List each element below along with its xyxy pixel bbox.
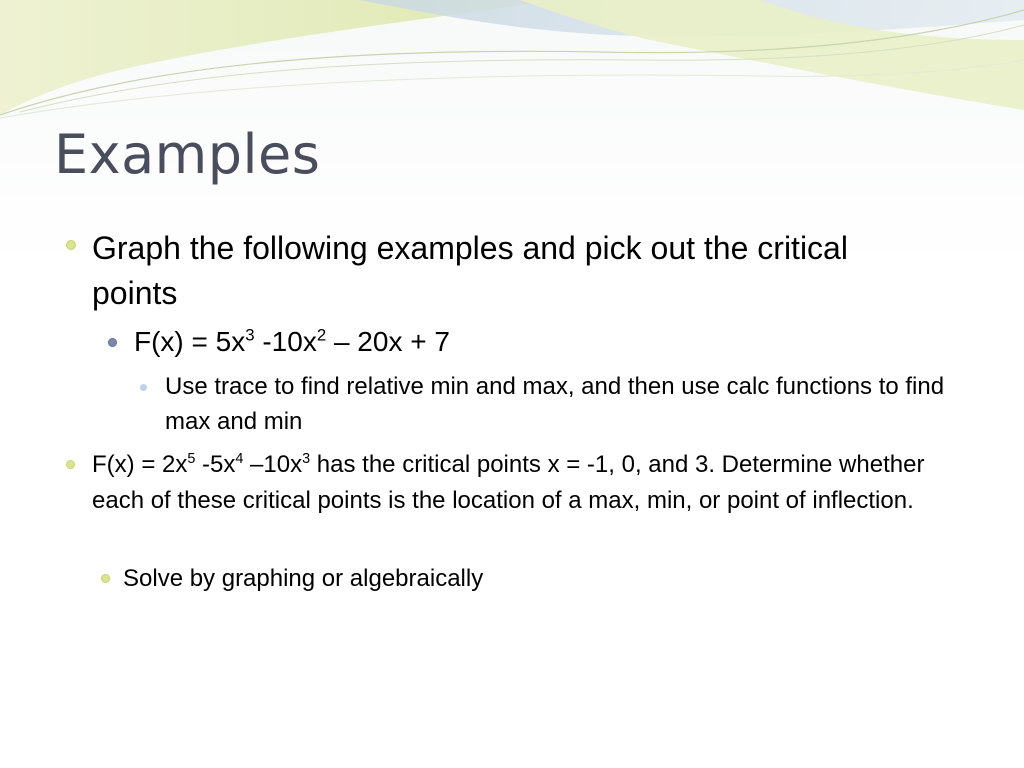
function-1-mid: -10x <box>254 326 317 357</box>
slide-title: Examples <box>54 123 321 186</box>
function-2-exponent-3: 3 <box>302 451 311 467</box>
function-2-exponent-1: 5 <box>187 451 196 467</box>
function-1-prefix: F(x) = 5x <box>134 326 246 357</box>
bullet-use-trace: Use trace to find relative min and max, and then use calc functions to find max and min <box>165 373 945 435</box>
function-1-exponent-2: 2 <box>316 325 327 345</box>
bullet-solve: Solve by graphing or algebraically <box>123 565 484 592</box>
bullet-dot <box>101 574 110 583</box>
bullet-dot <box>66 460 75 469</box>
function-1-exponent-1: 3 <box>245 325 255 345</box>
bullet-dot <box>140 384 147 391</box>
bullet-dot <box>66 240 76 250</box>
function-2-mid-2: –10x <box>243 451 303 478</box>
bullet-graph-examples: Graph the following examples and pick out the critical points <box>92 230 848 311</box>
header-swoosh-decoration <box>0 0 1024 130</box>
function-2-prefix: F(x) = 2x <box>92 451 188 478</box>
function-2-exponent-2: 4 <box>235 451 244 467</box>
function-2-mid-1: -5x <box>195 451 236 478</box>
function-1-suffix: – 20x + 7 <box>326 326 450 357</box>
bullet-function-2 <box>92 447 982 519</box>
function-2-suffix: has the critical points x = -1, 0, and 3. Determine whether each of these critical points is the location of a max, min, or point of inflection. <box>92 451 925 514</box>
bullet-function-1 <box>134 324 450 360</box>
bullet-dot <box>108 338 117 347</box>
